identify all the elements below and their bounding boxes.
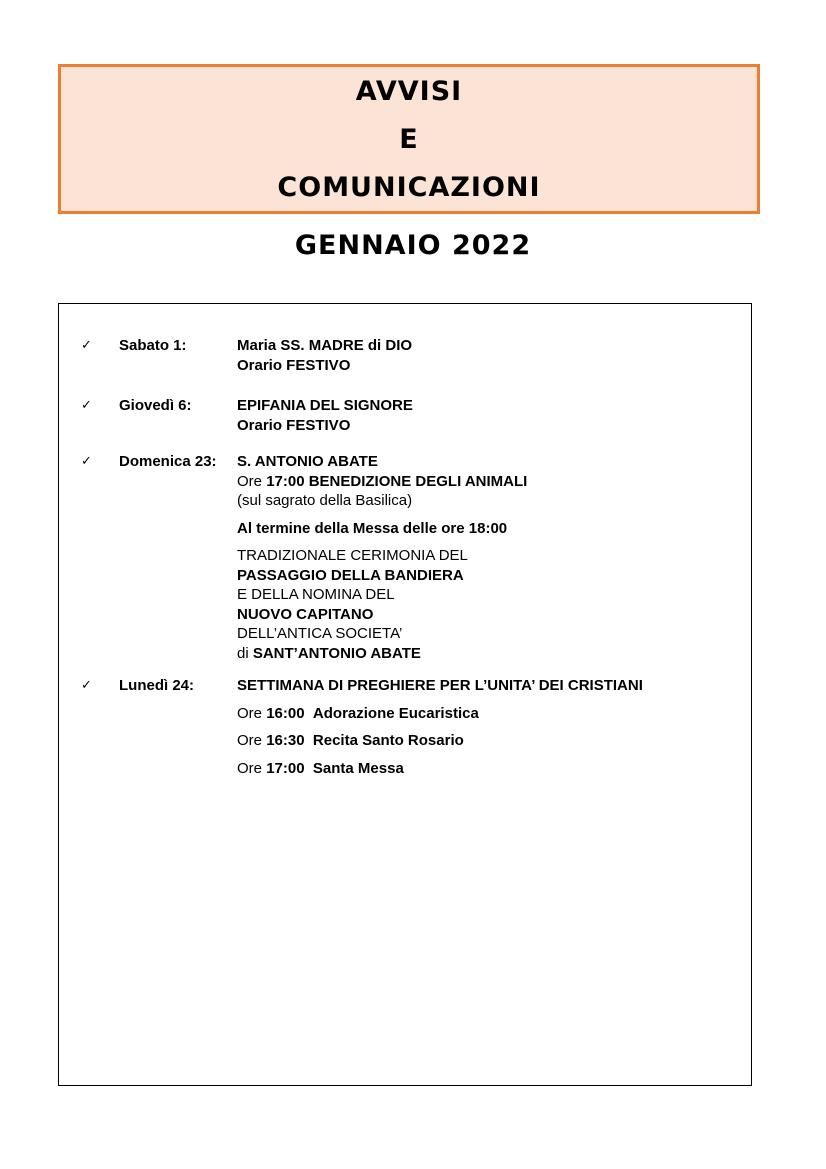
location-note: (sul sagrato della Basilica) bbox=[237, 492, 413, 509]
notice-details bbox=[237, 452, 737, 663]
after-mass-note: Al termine della Messa delle ore 18:00 bbox=[237, 519, 508, 537]
notice-details bbox=[237, 396, 737, 435]
notice-details bbox=[237, 336, 737, 375]
ceremony-line: TRADIZIONALE CERIMONIA DEL bbox=[237, 547, 468, 564]
society-line: DELL’ANTICA SOCIETA’ bbox=[237, 625, 403, 642]
header-line-comunicazioni: COMUNICAZIONI bbox=[277, 172, 541, 203]
blessing-line bbox=[237, 472, 737, 492]
event-time: 16:00 bbox=[266, 704, 305, 722]
event-line bbox=[237, 731, 737, 751]
event-label: Recita Santo Rosario bbox=[312, 732, 464, 749]
ore-prefix: Ore bbox=[237, 472, 267, 490]
notice-schedule: Orario FESTIVO bbox=[237, 356, 351, 374]
event-label: Santa Messa bbox=[312, 759, 404, 777]
notice-details bbox=[237, 676, 737, 778]
notice-title: SETTIMANA DI PREGHIERE PER L’UNITA’ DEI CRISTIANI bbox=[237, 677, 643, 694]
event-prefix: Ore bbox=[237, 704, 267, 722]
saint-name: SANT’ANTONIO ABATE bbox=[252, 644, 421, 662]
saint-line bbox=[237, 644, 737, 664]
notice-title: S. ANTONIO ABATE bbox=[237, 453, 378, 470]
notice-title: Maria SS. MADRE di DIO bbox=[237, 337, 413, 354]
checkmark-icon: ✓ bbox=[81, 398, 92, 413]
notice-schedule: Orario FESTIVO bbox=[237, 416, 351, 434]
header-banner bbox=[58, 64, 760, 214]
header-line-avvisi: AVVISI bbox=[355, 76, 463, 107]
event-prefix: Ore bbox=[237, 732, 267, 749]
checkmark-icon: ✓ bbox=[81, 454, 92, 469]
event-time: 16:30 bbox=[266, 732, 305, 749]
header-line-e: E bbox=[399, 124, 419, 155]
checkmark-icon: ✓ bbox=[81, 338, 92, 353]
event-time: 17:00 bbox=[266, 759, 305, 777]
notice-day: Giovedì 6: bbox=[119, 397, 192, 414]
appointment-line: E DELLA NOMINA DEL bbox=[237, 586, 395, 603]
event-line bbox=[237, 759, 737, 779]
di-prefix: di bbox=[237, 644, 253, 662]
blessing-text: 17:00 BENEDIZIONE DEGLI ANIMALI bbox=[266, 472, 528, 490]
notice-title: EPIFANIA DEL SIGNORE bbox=[237, 397, 413, 414]
event-prefix: Ore bbox=[237, 759, 267, 777]
notice-day: Domenica 23: bbox=[119, 453, 217, 470]
notice-day: Sabato 1: bbox=[119, 337, 187, 354]
event-label: Adorazione Eucaristica bbox=[312, 704, 479, 722]
notices-box bbox=[58, 303, 752, 1086]
event-line bbox=[237, 704, 737, 724]
captain-line: NUOVO CAPITANO bbox=[237, 605, 374, 623]
month-title: GENNAIO 2022 bbox=[294, 230, 532, 261]
checkmark-icon: ✓ bbox=[81, 678, 92, 693]
flag-passing-line: PASSAGGIO DELLA BANDIERA bbox=[237, 566, 464, 584]
notice-day: Lunedì 24: bbox=[119, 677, 195, 694]
